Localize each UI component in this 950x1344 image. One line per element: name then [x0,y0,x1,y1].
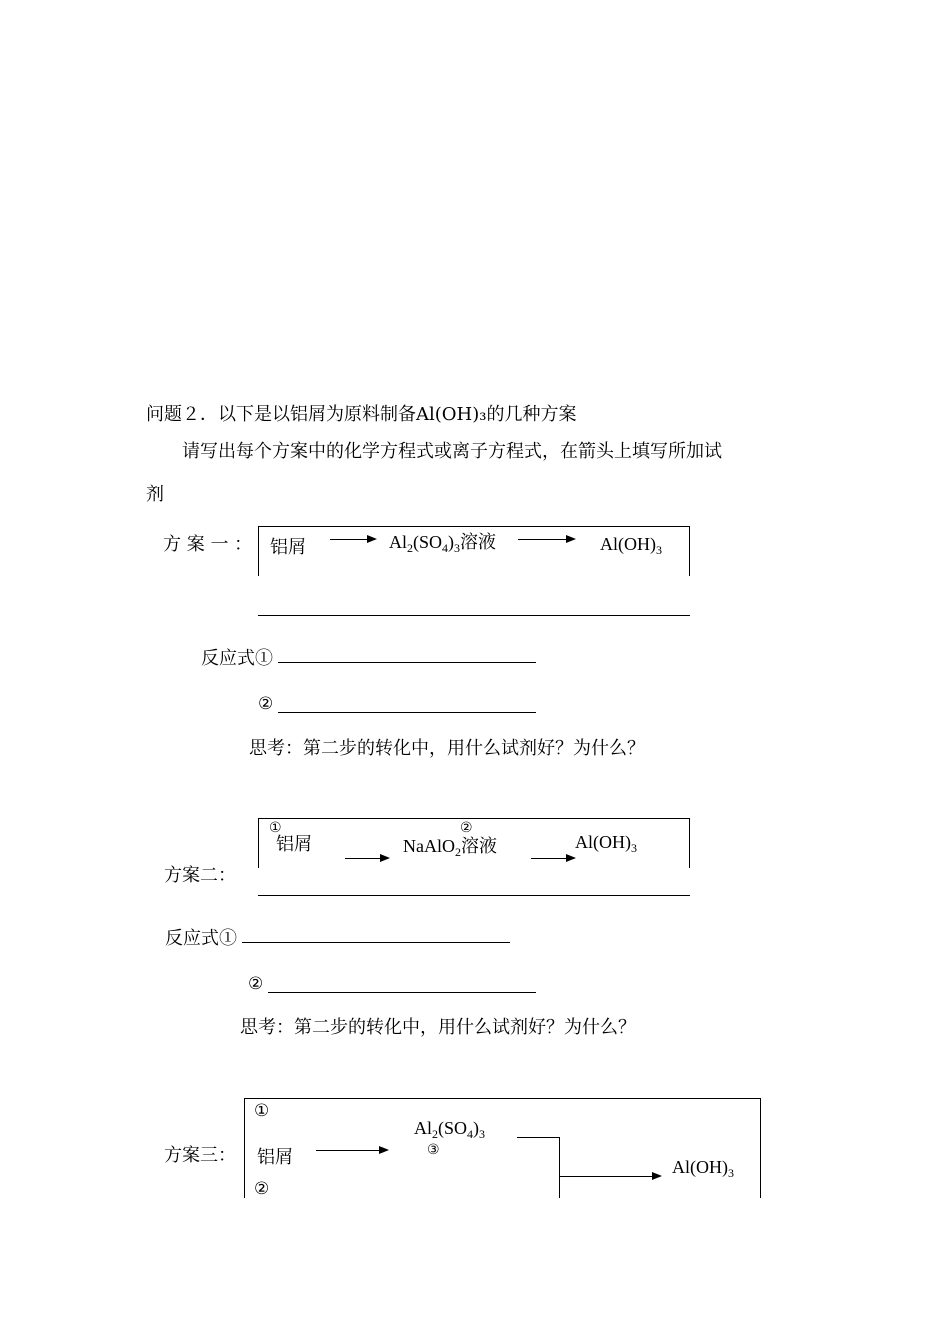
scheme-one-box-top [258,526,690,527]
scheme-one-answer-line[interactable] [258,615,690,616]
scheme-two-mark-2: ② [460,820,473,836]
scheme-three-box-right [760,1098,761,1198]
scheme-one-reaction-1-label: 反应式① [201,648,273,669]
question-title: 问题２．以下是以铝屑为原料制备Al(OH)₃的几种方案 [146,404,577,425]
scheme-one-box-right [689,526,690,576]
scheme-two-box-top [258,818,690,819]
scheme-two-reaction-2-label: ② [248,974,264,994]
scheme-two-product: $Al(OH)_3$ [575,832,637,855]
scheme-one-reaction-2-label: ② [258,694,274,714]
scheme-two-arrow-2 [531,858,574,859]
scheme-one-think: 思考：第二步的转化中，用什么试剂好？为什么？ [249,738,645,759]
scheme-one-reaction-1-blank[interactable] [278,662,536,663]
scheme-two-box-right [689,818,690,868]
scheme-one-intermediate: $Al_2(SO_4)_3$溶液 [389,532,497,555]
scheme-three-mark-1: ① [254,1101,270,1121]
scheme-three-label: 方案三： [164,1145,236,1166]
scheme-three-connector-vertical [559,1137,560,1198]
scheme-three-box-left [244,1098,245,1198]
scheme-two-reaction-1-blank[interactable] [242,942,510,943]
scheme-three-mark-3: ③ [427,1142,440,1158]
scheme-two-answer-line[interactable] [258,895,690,896]
scheme-two-reaction-2-blank[interactable] [268,992,536,993]
scheme-three-start: 铝屑 [257,1147,293,1168]
scheme-one-box-left [258,526,259,576]
scheme-three-arrow-1 [316,1150,387,1151]
scheme-one-start: 铝屑 [270,537,306,558]
scheme-three-intermediate: $Al_2(SO_4)_3$ [414,1118,486,1141]
scheme-two-reaction-1-label: 反应式① [165,928,237,949]
scheme-three-mark-2: ② [254,1179,270,1199]
scheme-two-arrow-1 [345,858,388,859]
question-instruction: 请写出每个方案中的化学方程式或离子方程式，在箭头上填写所加试 [182,441,722,462]
scheme-two-start: 铝屑 [276,834,312,855]
scheme-two-label: 方案二： [164,865,236,886]
scheme-one-arrow-1 [330,539,375,540]
scheme-two-intermediate: NaAlO$_2$溶液 [403,836,497,859]
scheme-one-arrow-2 [518,539,574,540]
scheme-three-product: $Al(OH)_3$ [672,1157,734,1180]
scheme-two-mark-1: ① [269,820,282,836]
scheme-three-arrow-2 [560,1176,660,1177]
scheme-two-think: 思考：第二步的转化中，用什么试剂好？为什么？ [240,1017,636,1038]
scheme-one-product: $Al(OH)_3$ [600,534,662,557]
scheme-one-label: 方 案 一 ： [163,534,253,555]
question-instruction-cont: 剂 [146,484,164,505]
scheme-two-box-left [258,818,259,868]
scheme-three-connector-top [517,1137,560,1138]
scheme-three-box-top [244,1098,761,1099]
scheme-one-reaction-2-blank[interactable] [278,712,536,713]
